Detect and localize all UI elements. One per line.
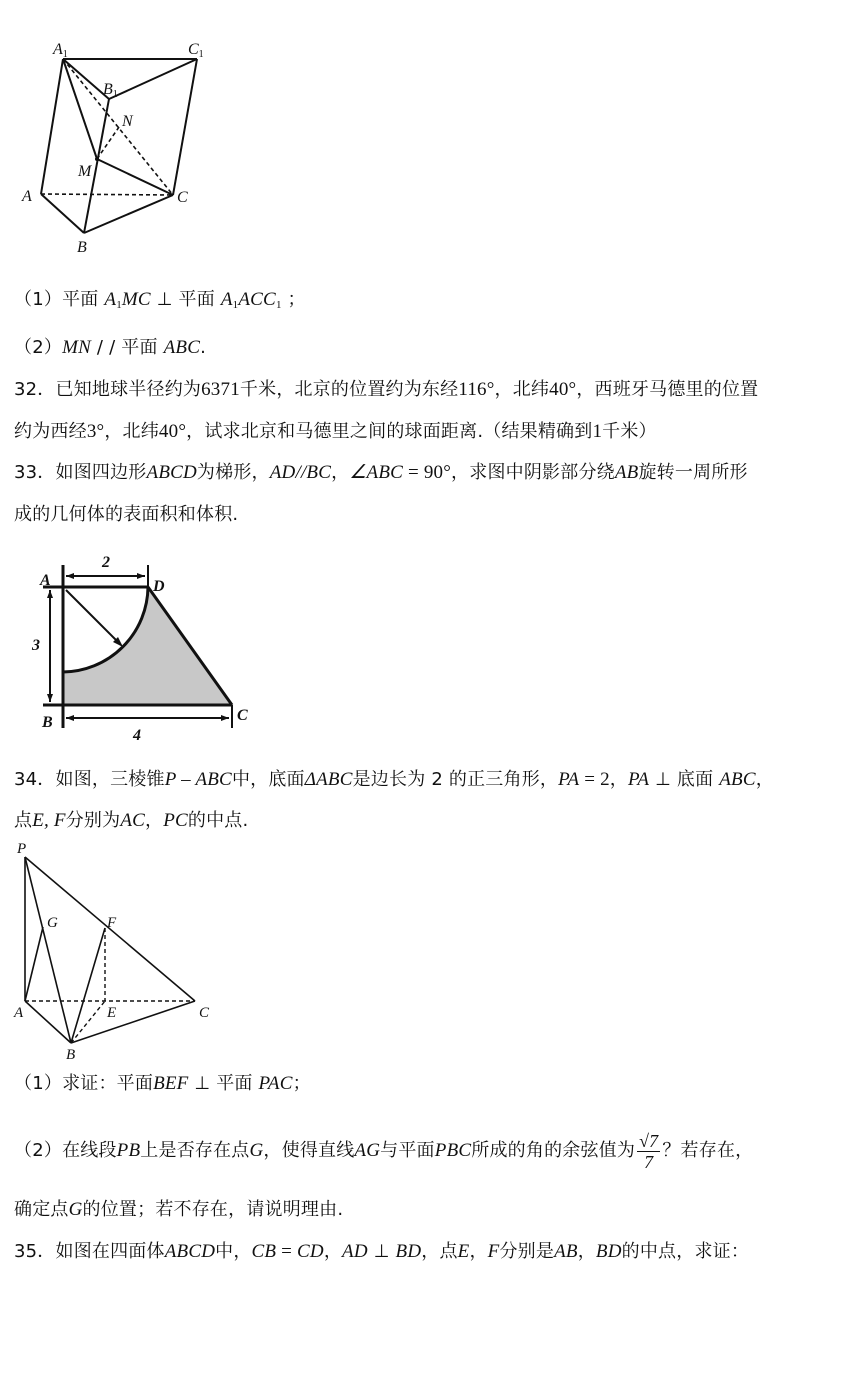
label-a: A bbox=[22, 188, 32, 205]
q34-part2: （2）在线段PB上是否存在点G，使得直线AG与平面PBC所成的角的余弦值为 $\frac{√7}{7}$ ？若存在， bbox=[14, 1130, 754, 1172]
dim-left: 3 bbox=[32, 637, 40, 654]
q34-line1: 34．如图，三棱锥P – ABC中，底面ΔABC是边长为 2 的正三角形，PA = 2，PA ⊥ 底面 ABC， bbox=[14, 769, 774, 790]
label-b1: B1 bbox=[103, 81, 118, 100]
label-b: B bbox=[42, 714, 53, 731]
label-b: B bbox=[77, 239, 87, 256]
label-n: N bbox=[122, 113, 133, 130]
dim-bottom: 4 bbox=[133, 727, 141, 744]
label-p: P bbox=[17, 841, 27, 857]
dim-top: 2 bbox=[102, 554, 110, 571]
trapezoid-figure bbox=[0, 540, 270, 750]
prism-figure bbox=[0, 30, 230, 260]
q31-part1: （1）平面 $A_1MC$ ⊥ 平面 $A_1ACC_1$ ； bbox=[14, 289, 306, 311]
pyramid-figure bbox=[0, 835, 230, 1065]
q33-line2: 成的几何体的表面积和体积. bbox=[14, 504, 239, 525]
label-a: A bbox=[14, 1005, 24, 1021]
q31-part2: （2）MN / / 平面 ABC. bbox=[14, 337, 207, 358]
label-a1: A1 bbox=[53, 41, 68, 60]
label-e: E bbox=[107, 1005, 117, 1021]
label-g: G bbox=[47, 915, 58, 931]
q33-line1: 33．如图四边形ABCD为梯形，AD//BC，∠ABC = 90°，求图中阴影部分绕AB旋转一周所形 bbox=[14, 462, 748, 483]
q34-part2-line2: 确定点G的位置；若不存在，请说明理由. bbox=[14, 1199, 344, 1220]
label-b: B bbox=[66, 1047, 76, 1063]
label-c: C bbox=[199, 1005, 210, 1021]
label-c: C bbox=[177, 189, 188, 206]
label-m: M bbox=[78, 163, 92, 180]
q34-line2: 点E, F分别为AC，PC的中点. bbox=[14, 810, 249, 831]
q32-line2: 约为西经3°，北纬40°，试求北京和马德里之间的球面距离.（结果精确到1千米） bbox=[14, 421, 657, 442]
q34-part1: （1）求证：平面BEF ⊥ 平面 PAC； bbox=[14, 1073, 311, 1094]
q32-line1: 32．已知地球半径约为6371千米，北京的位置约为东经116°，北纬40°，西班牙马德里的位置 bbox=[14, 379, 759, 400]
q35-line1: 35．如图在四面体ABCD中，CB = CD，AD ⊥ BD，点E，F分别是AB，BD的中点，求证： bbox=[14, 1241, 750, 1262]
fraction-sqrt7-over-7: $\frac{√7}{7}$ bbox=[639, 1130, 659, 1172]
label-c: C bbox=[237, 707, 248, 724]
label-d: D bbox=[153, 578, 165, 595]
label-f: F bbox=[107, 915, 117, 931]
label-c1: C1 bbox=[188, 41, 204, 60]
label-a: A bbox=[40, 572, 51, 589]
